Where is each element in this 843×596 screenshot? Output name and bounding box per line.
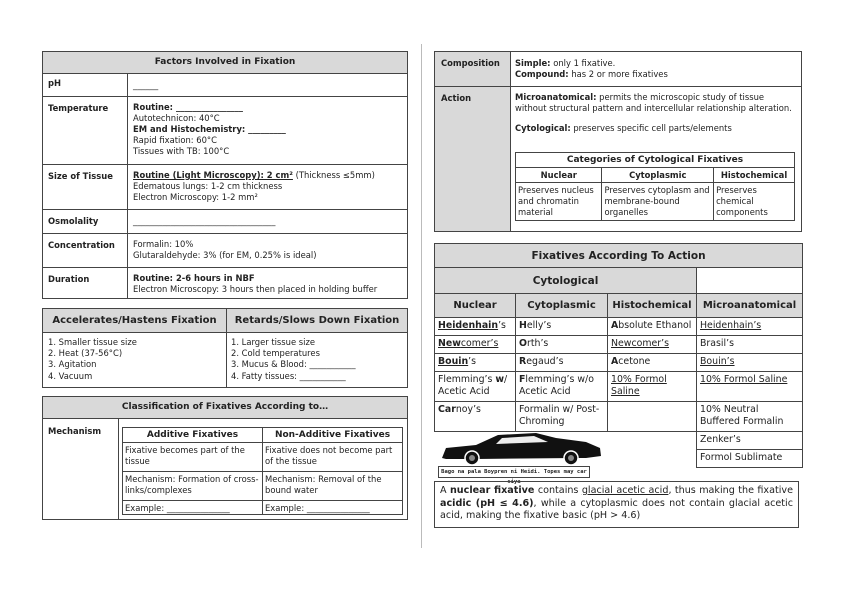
col-head-nuclear: Nuclear (435, 294, 516, 318)
classification-table (42, 396, 408, 520)
conc-formalin: Formalin: 10% (133, 239, 194, 249)
row-temperature (43, 96, 407, 164)
list-item: 3. Agitation (48, 359, 97, 370)
additive-header: Additive Fixatives (123, 428, 263, 443)
additive-mechanism: Mechanism: Formation of cross-links/complexes (123, 472, 263, 501)
cat-cell: Preserves cytoplasm and membrane-bound organelles (602, 183, 714, 221)
temp-routine: Routine: ________________ (133, 102, 243, 112)
cat-head: Cytoplasmic (602, 168, 714, 183)
additive-example: Example: _______________ (123, 501, 263, 515)
retards-list (231, 337, 356, 382)
categories-title: Categories of Cytological Fixatives (516, 153, 795, 168)
micro-label: Microanatomical: (515, 92, 597, 102)
simple-text: only 1 fixative. (550, 58, 616, 68)
list-item: 2. Heat (37-56°C) (48, 348, 123, 359)
table-cell: Regaud’s (516, 354, 608, 372)
table-cell: 10% Neutral Buffered Formalin (697, 402, 803, 432)
table-cell: Brasil’s (697, 336, 803, 354)
micro-text: permits the microscopic study of tissue without structural pattern and intercellular relationship alteration. (515, 92, 792, 113)
table-cell: Heidenhain’s (435, 318, 516, 336)
table-cell: Bouin’s (697, 354, 803, 372)
list-item: 4. Fatty tissues: ___________ (231, 370, 346, 381)
table-cell: Flemming’s w/ Acetic Acid (435, 372, 516, 402)
cat-cell: Preserves chemical components (714, 183, 795, 221)
row-osmolality (43, 209, 407, 233)
temp-autotechnicon: Autotechnicon: 40°C (133, 113, 220, 123)
list-item: 1. Smaller tissue size (48, 337, 137, 347)
mechanism-subtable (122, 427, 403, 515)
additive-definition: Fixative becomes part of the tissue (123, 443, 263, 472)
row-size (43, 164, 407, 209)
temp-em: EM and Histochemistry: _________ (133, 124, 286, 134)
duration-em: Electron Microscopy: 3 hours then placed in holding buffer (133, 284, 378, 294)
nonadditive-header: Non-Additive Fixatives (263, 428, 403, 443)
table-cell: Newcomer’s (435, 336, 516, 354)
nonadditive-mechanism: Mechanism: Removal of the bound water (263, 472, 403, 501)
composition-label: Composition (441, 58, 500, 68)
cyto-text: preserves specific cell parts/elements (570, 123, 732, 133)
conc-glutaraldehyde: Glutaraldehyde: 3% (for EM, 0.25% is ideal) (133, 250, 317, 260)
temp-tb: Tissues with TB: 100°C (133, 146, 230, 156)
factors-table (42, 51, 408, 299)
list-item: 3. Mucus & Blood: ___________ (231, 359, 356, 370)
composition-text (515, 58, 797, 80)
list-item: 2. Cold temperatures (231, 348, 320, 359)
col-head-histochemical: Histochemical (608, 294, 697, 318)
col-head-cytoplasmic: Cytoplasmic (516, 294, 608, 318)
table-cell: Orth’s (516, 336, 608, 354)
simple-label: Simple: (515, 58, 551, 68)
classification-title: Classification of Fixatives According to… (43, 397, 407, 419)
row-label: Concentration (43, 234, 128, 267)
row-label: Duration (43, 268, 128, 298)
note-box: A nuclear fixative contains glacial acetic acid, thus making the fixative acidic (pH ≤ 4.6), while a cytoplasmic does not contain glacial acetic acid, making the fixative basic (pH > 4.6) (434, 481, 799, 528)
compound-text: has 2 or more fixatives (568, 69, 668, 79)
cytological-header: Cytological (435, 268, 697, 294)
glacial-acetic-acid-term: glacial acetic acid (581, 485, 669, 496)
speed-table (42, 308, 408, 388)
size-routine: Routine (Light Microscopy): 2 cm² (133, 170, 293, 180)
row-concentration (43, 233, 407, 267)
row-duration (43, 267, 407, 298)
cat-cell: Preserves nucleus and chromatin material (516, 183, 602, 221)
sports-car-icon (436, 428, 606, 466)
action-text (515, 92, 797, 134)
row-ph (43, 74, 407, 96)
row-label: Osmolality (43, 210, 128, 233)
table-cell: 10% Formol Saline (608, 372, 697, 402)
osmolality-blank: __________________________________ (133, 216, 276, 226)
nonadditive-definition: Fixative does not become part of the tissue (263, 443, 403, 472)
accelerates-title: Accelerates/Hastens Fixation (52, 315, 217, 326)
acidic-term: acidic (pH ≤ 4.6) (440, 497, 534, 509)
table-cell: Heidenhain’s (697, 318, 803, 336)
fixatives-by-action (434, 243, 802, 485)
table-cell: Bouin’s (435, 354, 516, 372)
duration-routine: Routine: 2-6 hours in NBF (133, 273, 255, 283)
nuclear-fixative-term: nuclear fixative (449, 485, 535, 496)
table-cell: Zenker’s (697, 432, 803, 450)
row-label: Size of Tissue (43, 165, 128, 209)
size-edematous: Edematous lungs: 1-2 cm thickness (133, 181, 283, 191)
table-cell (608, 402, 697, 432)
retards-title: Retards/Slows Down Fixation (234, 315, 400, 326)
table-cell: Formalin w/ Post-Chroming (516, 402, 608, 432)
table-cell: Formol Sublimate (697, 450, 803, 468)
table-cell: Carnoy’s (435, 402, 516, 432)
table-cell: Helly’s (516, 318, 608, 336)
factors-title: Factors Involved in Fixation (43, 52, 407, 74)
page-divider (421, 44, 422, 548)
size-em: Electron Microscopy: 1-2 mm² (133, 192, 258, 202)
row-label: Temperature (43, 97, 128, 164)
temp-rapid: Rapid fixation: 60°C (133, 135, 217, 145)
compound-label: Compound: (515, 69, 569, 79)
list-item: 4. Vacuum (48, 370, 93, 381)
mechanism-label: Mechanism (48, 426, 102, 436)
row-label: pH (43, 74, 128, 96)
table-cell: 10% Formol Saline (697, 372, 803, 402)
table-cell: Absolute Ethanol (608, 318, 697, 336)
cat-head: Nuclear (516, 168, 602, 183)
composition-action-table (434, 51, 802, 232)
ph-blank: ______ (133, 80, 159, 90)
action-label: Action (441, 93, 472, 103)
accelerates-list (48, 337, 137, 382)
cat-head: Histochemical (714, 168, 795, 183)
col-head-microanatomical: Microanatomical (697, 294, 803, 318)
cyto-label: Cytological: (515, 123, 571, 133)
table-cell: Flemming’s w/o Acetic Acid (516, 372, 608, 402)
nonadditive-example: Example: _______________ (263, 501, 403, 515)
list-item: 1. Larger tissue size (231, 337, 316, 347)
table-cell: Acetone (608, 354, 697, 372)
by-action-title: Fixatives According To Action (435, 244, 803, 268)
size-thickness: (Thickness ≤5mm) (292, 170, 375, 180)
table-cell: Newcomer’s (608, 336, 697, 354)
categories-subtable (515, 152, 795, 221)
mnemonic: Bago na pala Boypren ni Heidi. Topes may car siya (438, 466, 590, 478)
